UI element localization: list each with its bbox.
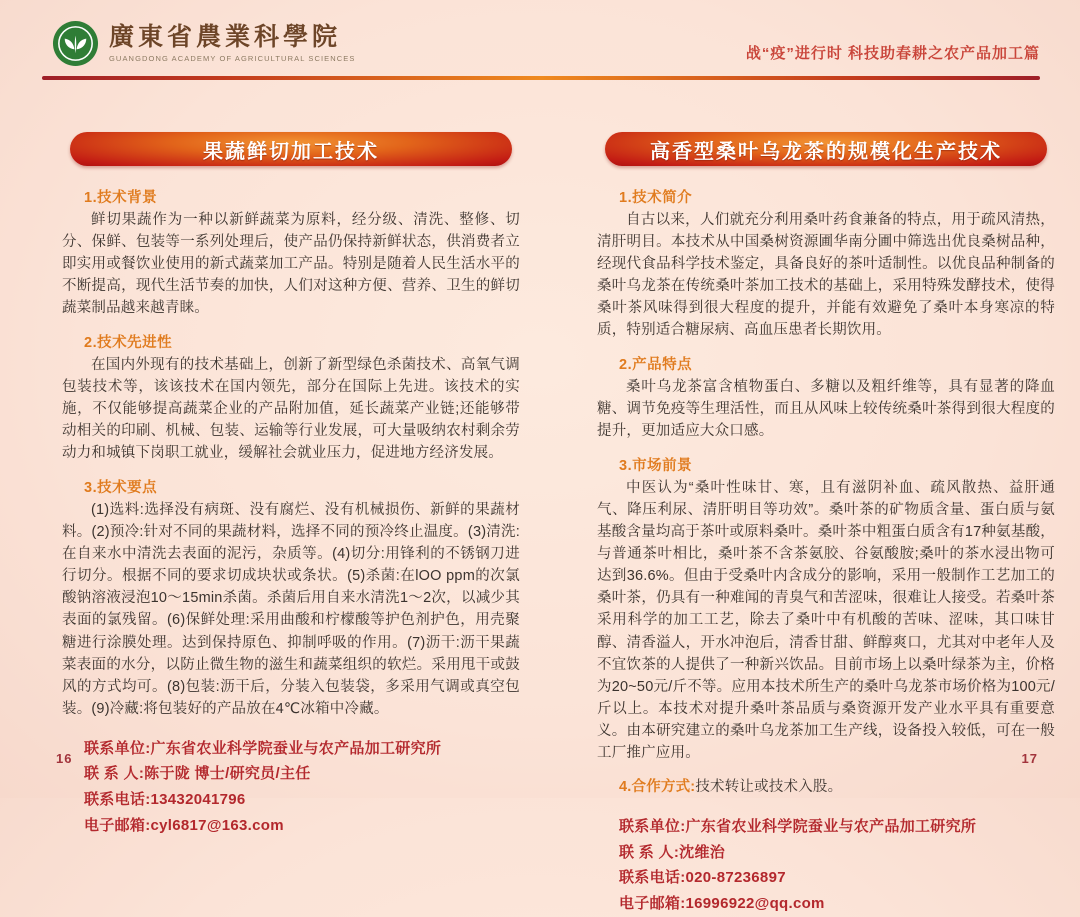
- section-heading: 3.市场前景: [619, 458, 693, 475]
- section-body: 桑叶乌龙茶富含植物蛋白、多糖以及粗纤维等，具有显著的降血糖、调节免疫等生理活性，而且从风味上较传统桑叶茶得到很大程度的提升，更加适应大众口感。: [597, 379, 1055, 440]
- right-section-4: [597, 776, 1055, 798]
- right-section-1: [597, 186, 1055, 341]
- left-section-1: [62, 186, 520, 319]
- contact-unit-value: 广东省农业科学院蚕业与农产品加工研究所: [150, 739, 442, 757]
- page-right: [597, 96, 1055, 913]
- org-logo-icon: [52, 20, 99, 67]
- contact-unit-label: 联系单位:: [84, 739, 151, 757]
- left-section-3: [62, 476, 520, 719]
- section-heading: 2.技术先进性: [84, 335, 173, 352]
- contact-person-label: 联 系 人:: [619, 843, 680, 861]
- contact-unit-label: 联系单位:: [619, 817, 686, 835]
- right-contact-block: [597, 814, 1055, 917]
- contact-email-label: 电子邮箱:: [619, 895, 686, 913]
- contact-person-value: 沈维治: [679, 843, 726, 861]
- org-name-en: GUANGDONG ACADEMY OF AGRICULTURAL SCIENCES: [109, 53, 356, 63]
- section-heading: 2.产品特点: [619, 357, 693, 374]
- right-section-3: [597, 454, 1055, 763]
- contact-person: [619, 840, 1055, 866]
- section-body: 鲜切果蔬作为一种以新鲜蔬菜为原料，经分级、清洗、整修、切分、保鲜、包装等一系列处理后，使产品仍保持新鲜状态，供消费者立即实用或餐饮业使用的新式蔬菜加工产品。特别是随着人民生活水平的不断提高，现代生活节奏的加快，人们对这种方便、营养、卫生的鲜切蔬菜制品越来越青睐。: [62, 212, 520, 317]
- contact-unit: [84, 736, 520, 762]
- left-page-title: 果蔬鲜切加工技术: [203, 140, 379, 163]
- section-body: [597, 776, 1055, 798]
- org-brand: [52, 20, 356, 67]
- section-body: (1)选料:选择没有病斑、没有腐烂、没有机械损伤、新鲜的果蔬材料。(2)预冷:针对不同的果蔬材料，选择不同的预冷终止温度。(3)清洗:在自来水中清洗去表面的泥污，杂质等。(4)切分:用锋利的不锈钢刀进行切分。根据不同的要求切成块状或条状。(5)杀菌:在lOO ppm的次氯酸钠溶液浸泡10～15min杀菌。杀菌后用自来水清洗1～2次，以减少其表面的氯残留。(6)保鲜处理:采用曲酸和柠檬酸等护色剂护色，用壳聚糖进行涂膜处理。达到保持原色、抑制呼吸的作用。(7)沥干:沥干果蔬菜表面的水分，以防止微生物的滋生和蔬菜组织的软烂。采用甩干或鼓风的方式均可。(8)包装:沥干后，分装入包装袋，多采用气调或真空包装。(9)冷藏:将包装好的产品放在4℃冰箱中冷藏。: [62, 502, 520, 717]
- contact-email: [619, 891, 1055, 917]
- section-heading-inline: 4.合作方式:: [619, 778, 696, 795]
- contact-email-label: 电子邮箱:: [84, 817, 151, 835]
- section-body: 自古以来，人们就充分利用桑叶药食兼备的特点，用于疏风清热，清肝明目。本技术从中国桑树资源圃华南分圃中筛选出优良桑树品种，经现代食品科学技术鉴定，具备良好的茶叶适制性。以优良品种制备的桑叶乌龙茶在传统桑叶茶加工技术的基础上，采用特殊发酵技术，使得桑叶茶风味得到很大程度的提升，并能有效避免了桑叶本身寒凉的特质，特别适合糖尿病、高血压患者长期饮用。: [597, 212, 1055, 339]
- section-heading: 1.技术背景: [84, 190, 158, 206]
- right-page-title: 高香型桑叶乌龙茶的规模化生产技术: [650, 140, 1002, 163]
- contact-phone-value: 13432041796: [150, 791, 246, 809]
- right-section-2: [597, 353, 1055, 442]
- section-body-inline: 技术转让或技术入股。: [695, 778, 843, 795]
- contact-email-value: cyl6817@163.com: [150, 817, 284, 835]
- contact-phone-label: 联系电话:: [84, 791, 151, 809]
- contact-email: [84, 813, 520, 839]
- contact-unit-value: 广东省农业科学院蚕业与农产品加工研究所: [685, 817, 977, 835]
- page-left: [62, 96, 520, 835]
- edition-title: 战“疫”进行时 科技助春耕之农产品加工篇: [745, 45, 1040, 62]
- contact-person-label: 联 系 人:: [84, 765, 145, 783]
- left-section-2: [62, 331, 520, 464]
- org-name-cn: 廣東省農業科學院: [109, 24, 342, 52]
- left-contact-block: [62, 736, 520, 839]
- right-page-title-banner: [605, 132, 1047, 166]
- left-page-title-banner: [70, 132, 512, 166]
- contact-phone-label: 联系电话:: [619, 869, 686, 887]
- section-heading: 3.技术要点: [84, 480, 158, 497]
- contact-phone-value: 020-87236897: [685, 869, 786, 887]
- contact-phone: [619, 865, 1055, 891]
- page-header: [0, 0, 1080, 76]
- contact-person-value: 陈于陇 博士/研究员/主任: [144, 765, 311, 783]
- section-body: 中医认为“桑叶性味甘、寒，且有滋阴补血、疏风散热、益肝通气、降压利尿、清肝明目等功效”。桑叶茶的矿物质含量、蛋白质与氨基酸含量均高于茶叶或原料桑叶。桑叶茶中粗蛋白质含有17种氨基酸，与普通茶叶相比，桑叶茶不含茶氨胶、谷氨酸胺;桑叶的茶水浸出物可达到36.6%。但由于受桑叶内含成分的影响，采用一般制作工艺加工的桑叶茶，仍具有一种难闻的青臭气和苦涩味，很难让人接受。若桑叶茶采用科学的加工工艺，除去了桑叶中有机酸的苦味、涩味，其口味甘醇、清香溢人，开水冲泡后，清香甘甜、鲜醇爽口，尤其对中老年人及不宜饮茶的人提供了一种新兴饮品。目前市场上以桑叶绿茶为主，价格为20~50元/斤不等。应用本技术所生产的桑叶乌龙茶市场价格为100元/斤以上。本技术对提升桑叶茶品质与桑资源开发产业水平具有重要意义。由本研究建立的桑叶乌龙茶加工生产线，设备投入较低，可在一般工厂推广应用。: [597, 480, 1055, 761]
- page-number-right: 17: [1021, 751, 1038, 766]
- contact-unit: [619, 814, 1055, 840]
- contact-email-value: 16996922@qq.com: [685, 895, 825, 913]
- section-body: 在国内外现有的技术基础上，创新了新型绿色杀菌技术、高氧气调包装技术等，该该技术在国内领先，部分在国际上先进。该技术的实施，不仅能够提高蔬菜企业的产品附加值，延长蔬菜产业链;还能够带动相关的印刷、机械、包装、运输等行业发展，可大量吸纳农村剩余劳动力和城镇下岗职工就业，缓解社会就业压力，促进地方经济发展。: [62, 357, 520, 462]
- org-names: [109, 24, 356, 63]
- pages-container: [0, 96, 1080, 913]
- header-divider: [42, 76, 1040, 80]
- page-number-left: 16: [56, 751, 73, 766]
- section-heading: 1.技术简介: [619, 190, 693, 206]
- contact-person: [84, 761, 520, 787]
- contact-phone: [84, 787, 520, 813]
